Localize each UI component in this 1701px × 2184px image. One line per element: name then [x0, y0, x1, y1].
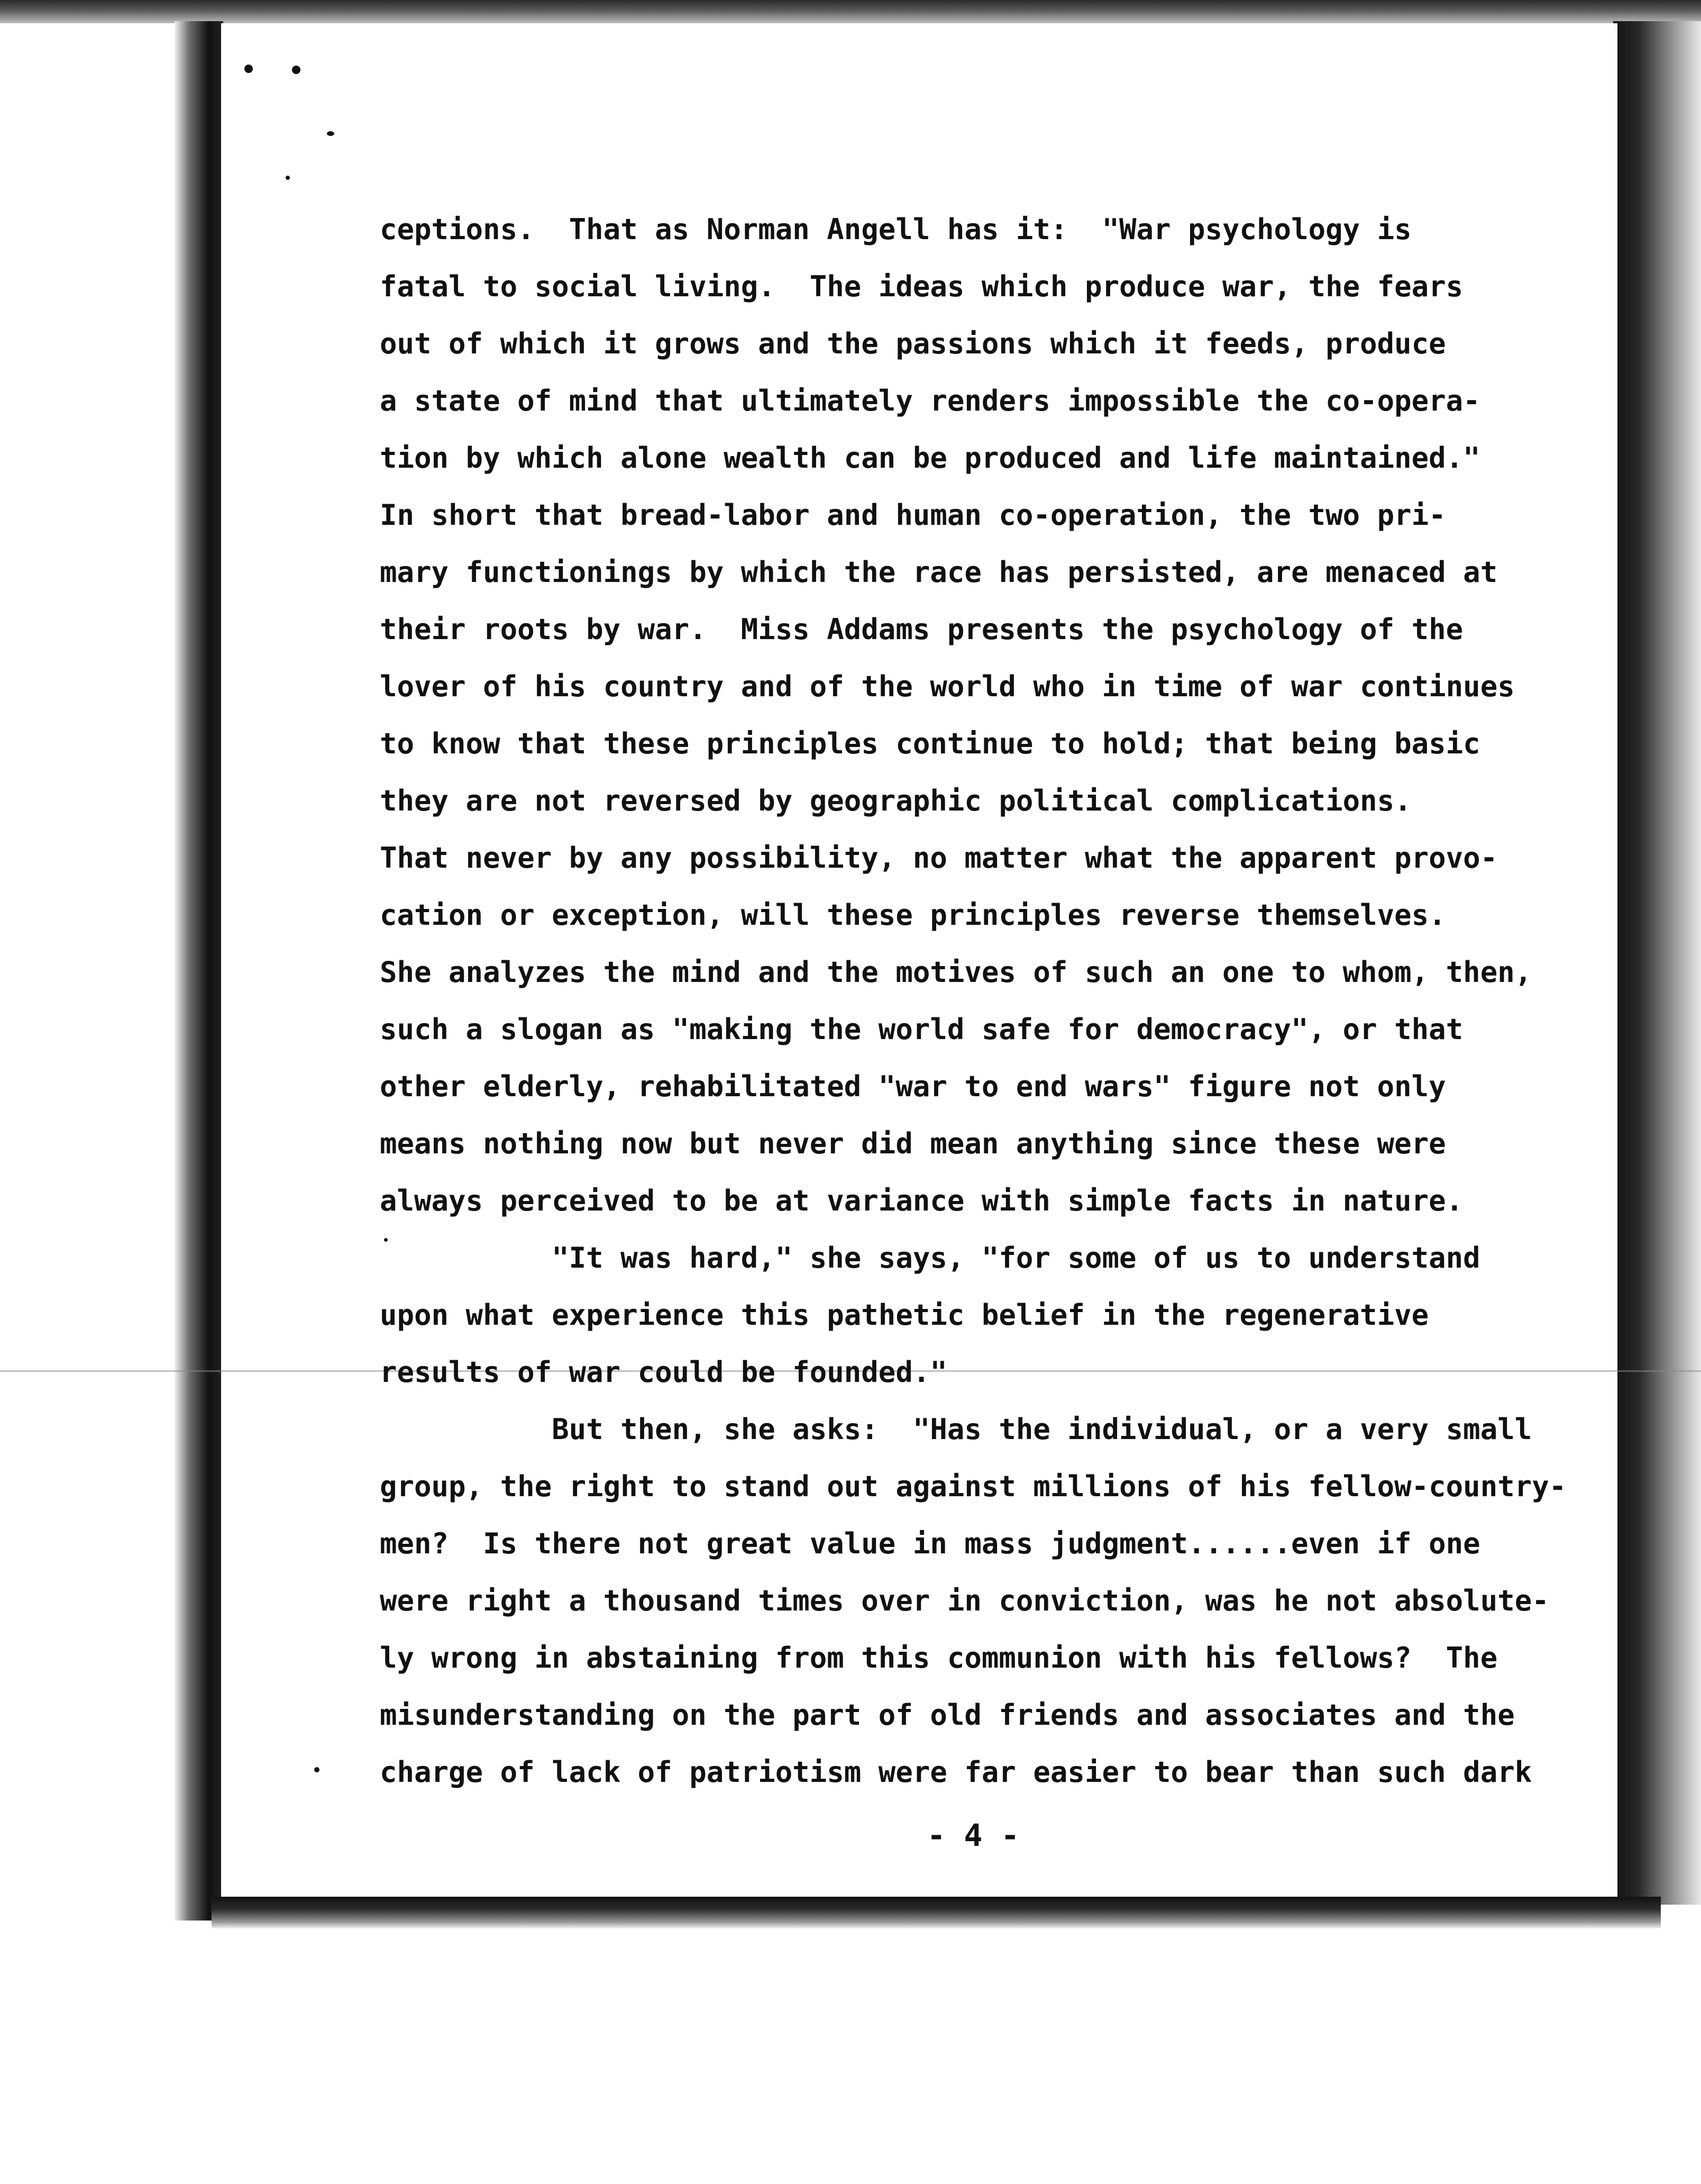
- text-line: a state of mind that ultimately renders impossible the co-opera-: [380, 384, 1480, 417]
- text-line: they are not reversed by geographic political complications.: [380, 784, 1412, 817]
- text-line: lover of his country and of the world who in time of war continues: [380, 670, 1515, 703]
- ink-speck: [327, 131, 334, 136]
- text-line: ly wrong in abstaining from this communion with his fellows? The: [380, 1641, 1498, 1675]
- text-line: But then, she asks: "Has the individual, or a very small: [380, 1413, 1532, 1446]
- ink-speck: [244, 65, 253, 73]
- ink-speck: [314, 1767, 319, 1772]
- scan-left-edge: [175, 21, 223, 1921]
- text-line: their roots by war. Miss Addams presents the psychology of the: [380, 613, 1464, 646]
- scan-bottom-edge: [212, 1897, 1661, 1928]
- text-line: That never by any possibility, no matter what the apparent provo-: [380, 841, 1498, 875]
- text-line: out of which it grows and the passions which it feeds, produce: [380, 327, 1446, 360]
- text-line: upon what experience this pathetic belief in the regenerative: [380, 1298, 1429, 1332]
- text-line: tion by which alone wealth can be produced and life maintained.": [380, 441, 1480, 475]
- text-line: mary functionings by which the race has persisted, are menaced at: [380, 556, 1498, 589]
- text-line: charge of lack of patriotism were far easier to bear than such dark: [380, 1755, 1532, 1789]
- page-number: - 4 -: [927, 1817, 1020, 1853]
- scan-right-edge: [1613, 21, 1701, 1905]
- text-line: fatal to social living. The ideas which produce war, the fears: [380, 270, 1464, 303]
- text-line: men? Is there not great value in mass judgment......even if one: [380, 1527, 1480, 1560]
- scan-top-edge: [0, 0, 1701, 23]
- text-line: cation or exception, will these principles reverse themselves.: [380, 898, 1446, 932]
- text-line: to know that these principles continue to hold; that being basic: [380, 727, 1480, 760]
- text-line: other elderly, rehabilitated "war to end wars" figure not only: [380, 1070, 1446, 1103]
- body-text: [380, 201, 1565, 1801]
- text-line: always perceived to be at variance with simple facts in nature.: [380, 1184, 1464, 1217]
- text-line: In short that bread-labor and human co-operation, the two pri-: [380, 498, 1446, 532]
- text-line: group, the right to stand out against millions of his fellow-country-: [380, 1470, 1567, 1503]
- text-line: such a slogan as "making the world safe for democracy", or that: [380, 1013, 1464, 1046]
- ink-speck: [292, 66, 300, 74]
- text-line: misunderstanding on the part of old friends and associates and the: [380, 1698, 1515, 1732]
- text-line: "It was hard," she says, "for some of us to understand: [380, 1241, 1480, 1275]
- text-line: results of war could be founded.": [380, 1355, 947, 1389]
- ink-speck: [286, 176, 290, 180]
- text-line: means nothing now but never did mean anything since these were: [380, 1127, 1446, 1160]
- text-line: were right a thousand times over in conviction, was he not absolute-: [380, 1584, 1549, 1617]
- text-line: She analyzes the mind and the motives of such an one to whom, then,: [380, 956, 1532, 989]
- text-line: ceptions. That as Norman Angell has it: "War psychology is: [380, 213, 1412, 246]
